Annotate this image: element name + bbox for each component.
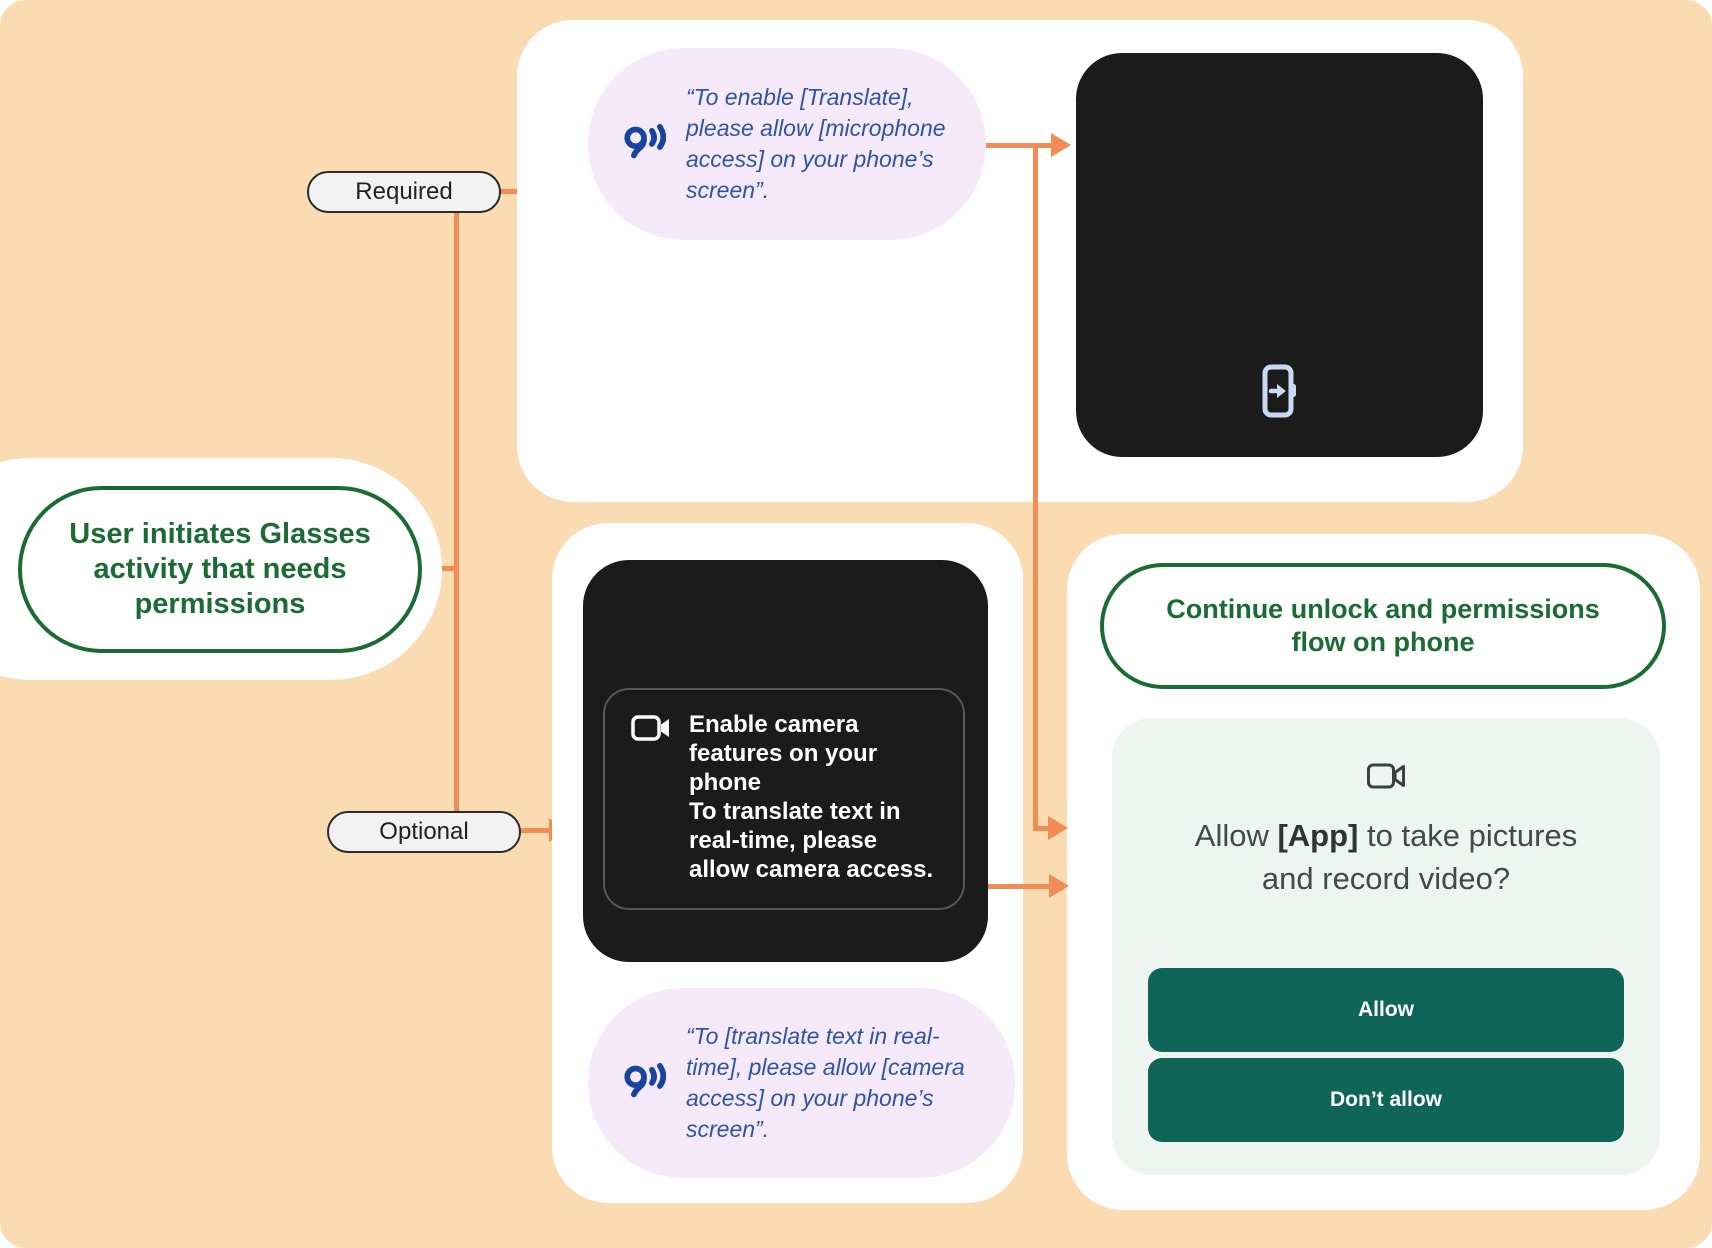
connector-required-optional-line xyxy=(454,212,459,812)
required-label-pill xyxy=(307,171,501,213)
phone-permission-dialog xyxy=(1112,718,1660,1175)
connector-screen-to-dialog-line xyxy=(988,884,1050,889)
continue-on-phone-label: Continue unlock and permissions flow on phone xyxy=(1166,594,1600,657)
continue-on-phone-pill xyxy=(1100,563,1666,689)
start-node-pill xyxy=(18,486,422,653)
required-voice-bubble xyxy=(588,48,986,240)
glasses-prompt-text: Enable camera features on your phone To translate text in real-time, please allow camera access. xyxy=(689,711,934,883)
optional-label-pill xyxy=(327,811,521,853)
hearing-icon xyxy=(622,124,666,164)
permission-question: Allow [App] to take pictures and record video? xyxy=(1194,818,1578,896)
optional-voice-text: “To [translate text in real- time], please allow [camera access] on your phone’s screen”. xyxy=(686,1023,965,1142)
start-node-label: User initiates Glasses activity that needs permissions xyxy=(69,518,371,620)
optional-label: Optional xyxy=(379,818,469,845)
arrow-right-icon xyxy=(1051,133,1071,157)
connector-voice-to-phone-line xyxy=(984,143,1052,148)
connector-down-line xyxy=(1033,143,1038,831)
phone-arrow-icon xyxy=(1261,363,1299,419)
dont-allow-button[interactable]: Don’t allow xyxy=(1148,1058,1624,1142)
videocam-icon xyxy=(1366,762,1406,790)
optional-voice-bubble xyxy=(588,988,1015,1178)
glasses-prompt-card xyxy=(603,688,965,910)
arrow-right-icon xyxy=(1048,816,1068,840)
connector-elbow-line xyxy=(1033,826,1049,831)
connector-optional-arrow-line xyxy=(520,828,550,833)
arrow-right-icon xyxy=(1049,874,1069,898)
glasses-screen-handoff xyxy=(1076,53,1483,457)
app-placeholder: [App] xyxy=(1277,818,1359,853)
allow-button[interactable]: Allow xyxy=(1148,968,1624,1052)
required-voice-text: “To enable [Translate], please allow [microphone access] on your phone’s screen”. xyxy=(686,84,946,203)
hearing-icon xyxy=(622,1063,666,1103)
required-label: Required xyxy=(355,178,453,205)
videocam-icon xyxy=(631,714,671,742)
glasses-screen-camera-prompt xyxy=(583,560,988,962)
